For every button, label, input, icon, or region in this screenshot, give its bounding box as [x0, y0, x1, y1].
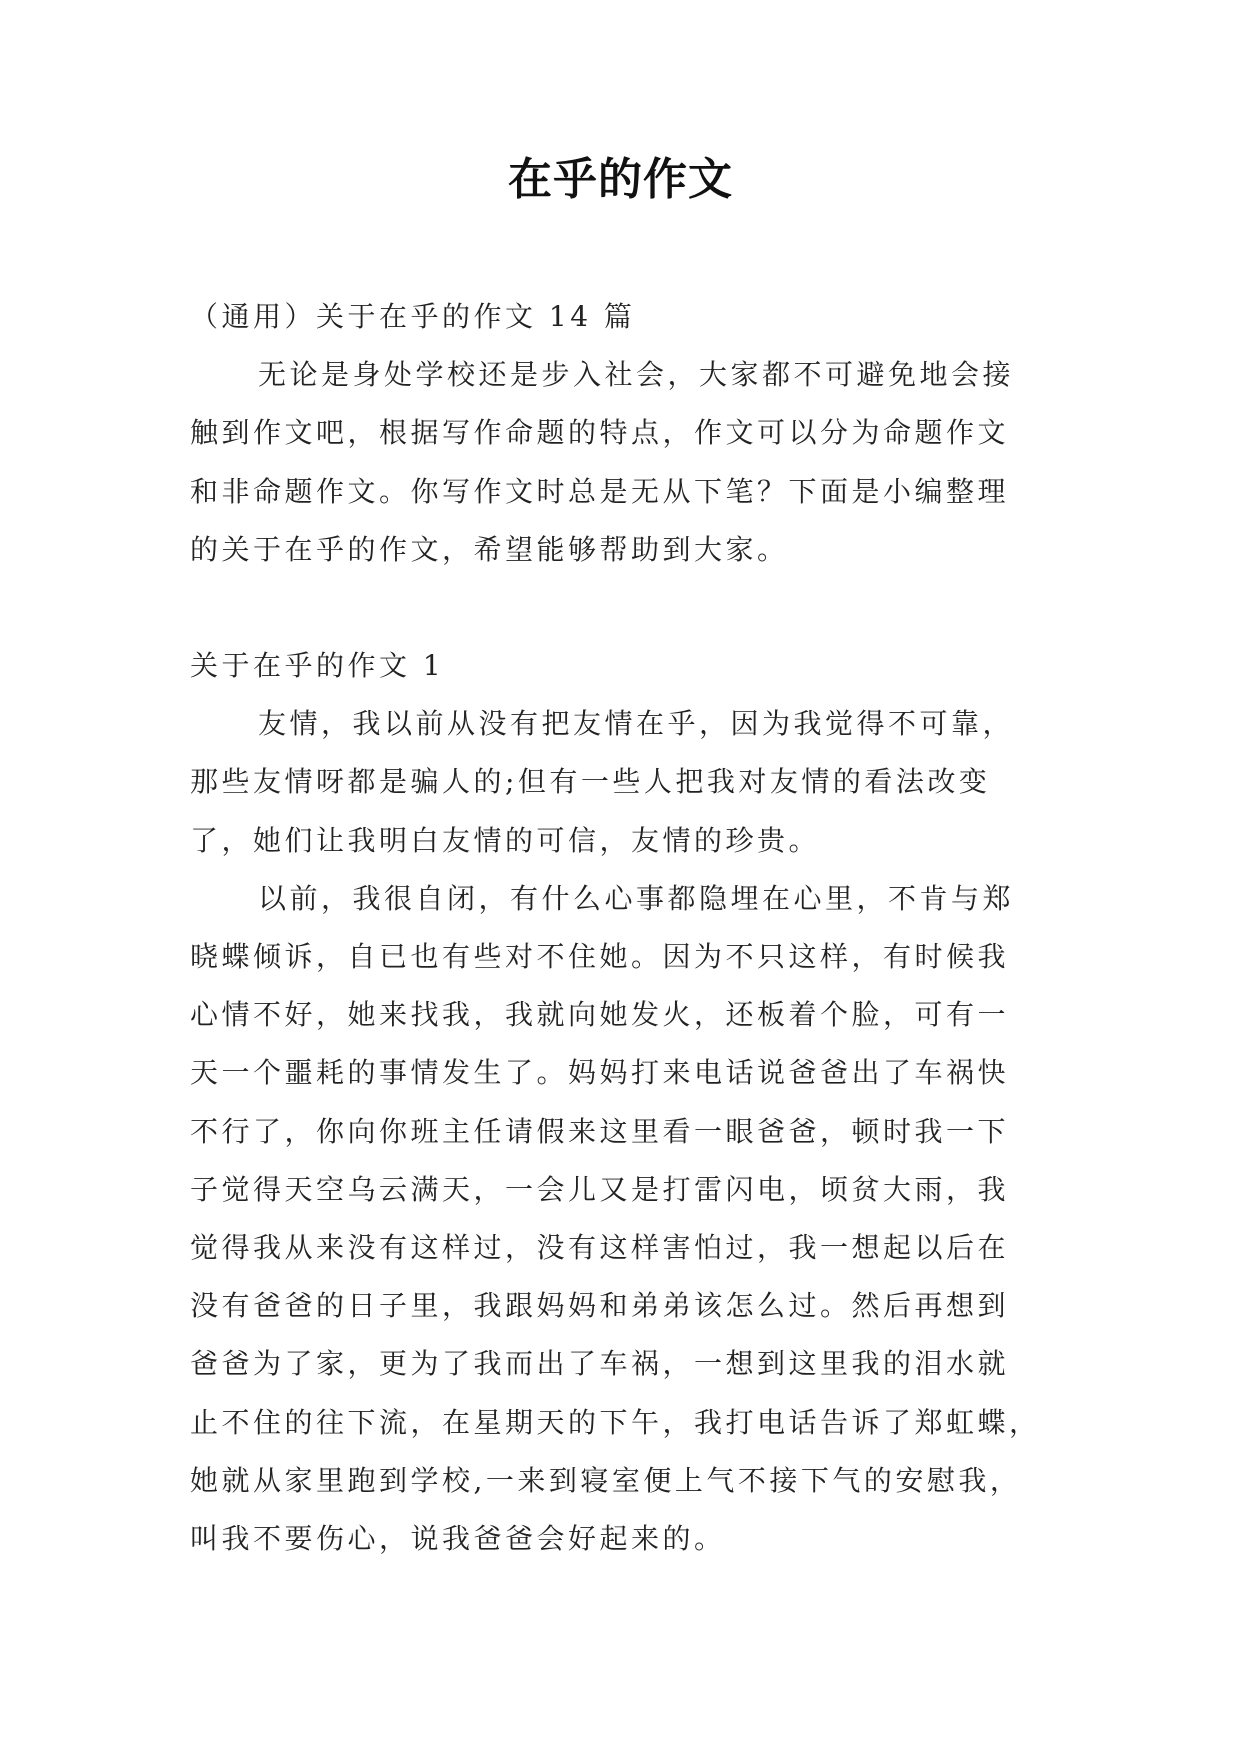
intro-line: 触到作文吧，根据写作命题的特点，作文可以分为命题作文	[190, 416, 1010, 450]
paragraph-line: 止不住的往下流，在星期天的下午，我打电话告诉了郑虹蝶，	[190, 1405, 1041, 1439]
paragraph-line: 觉得我从来没有这样过，没有这样害怕过，我一想起以后在	[190, 1231, 1010, 1265]
paragraph-line: 那些友情呀都是骗人的;但有一些人把我对友情的看法改变	[190, 765, 991, 799]
intro-line: 和非命题作文。你写作文时总是无从下笔？下面是小编整理	[190, 474, 1010, 508]
paragraph-line: 心情不好，她来找我，我就向她发火，还板着个脸，可有一	[190, 998, 1010, 1032]
document-title: 在乎的作文	[508, 154, 733, 205]
intro-paragraph	[190, 346, 1062, 579]
paragraph-line: 她就从家里跑到学校,一来到寝室便上气不接下气的安慰我，	[190, 1463, 1022, 1497]
paragraph-2	[190, 870, 1062, 1568]
paragraph-line: 友情，我以前从没有把友情在乎，因为我觉得不可靠，	[258, 707, 1015, 741]
intro-line: 无论是身处学校还是步入社会，大家都不可避免地会接	[258, 358, 1015, 392]
intro-line: 的关于在乎的作文，希望能够帮助到大家。	[190, 532, 789, 566]
section-heading: 关于在乎的作文 1	[190, 649, 445, 683]
paragraph-line: 不行了，你向你班主任请假来这里看一眼爸爸，顿时我一下	[190, 1114, 1010, 1148]
paragraph-line: 叫我不要伤心，说我爸爸会好起来的。	[190, 1522, 726, 1556]
paragraph-line: 天一个噩耗的事情发生了。妈妈打来电话说爸爸出了车祸快	[190, 1056, 1010, 1090]
paragraph-line: 没有爸爸的日子里，我跟妈妈和弟弟该怎么过。然后再想到	[190, 1289, 1010, 1323]
paragraph-line: 子觉得天空乌云满天，一会儿又是打雷闪电，顷贫大雨，我	[190, 1172, 1010, 1206]
paragraph-line: 晓蝶倾诉，自已也有些对不住她。因为不只这样，有时候我	[190, 940, 1010, 974]
document-subtitle: （通用）关于在乎的作文 14 篇	[190, 300, 636, 333]
paragraph-line: 了，她们让我明白友情的可信，友情的珍贵。	[190, 823, 821, 857]
document-body	[190, 288, 1062, 1568]
paragraph-1	[190, 695, 1062, 870]
paragraph-line: 以前，我很自闭，有什么心事都隐埋在心里，不肯与郑	[258, 881, 1015, 915]
paragraph-gap	[190, 579, 1062, 637]
paragraph-line: 爸爸为了家，更为了我而出了车祸，一想到这里我的泪水就	[190, 1347, 1010, 1381]
